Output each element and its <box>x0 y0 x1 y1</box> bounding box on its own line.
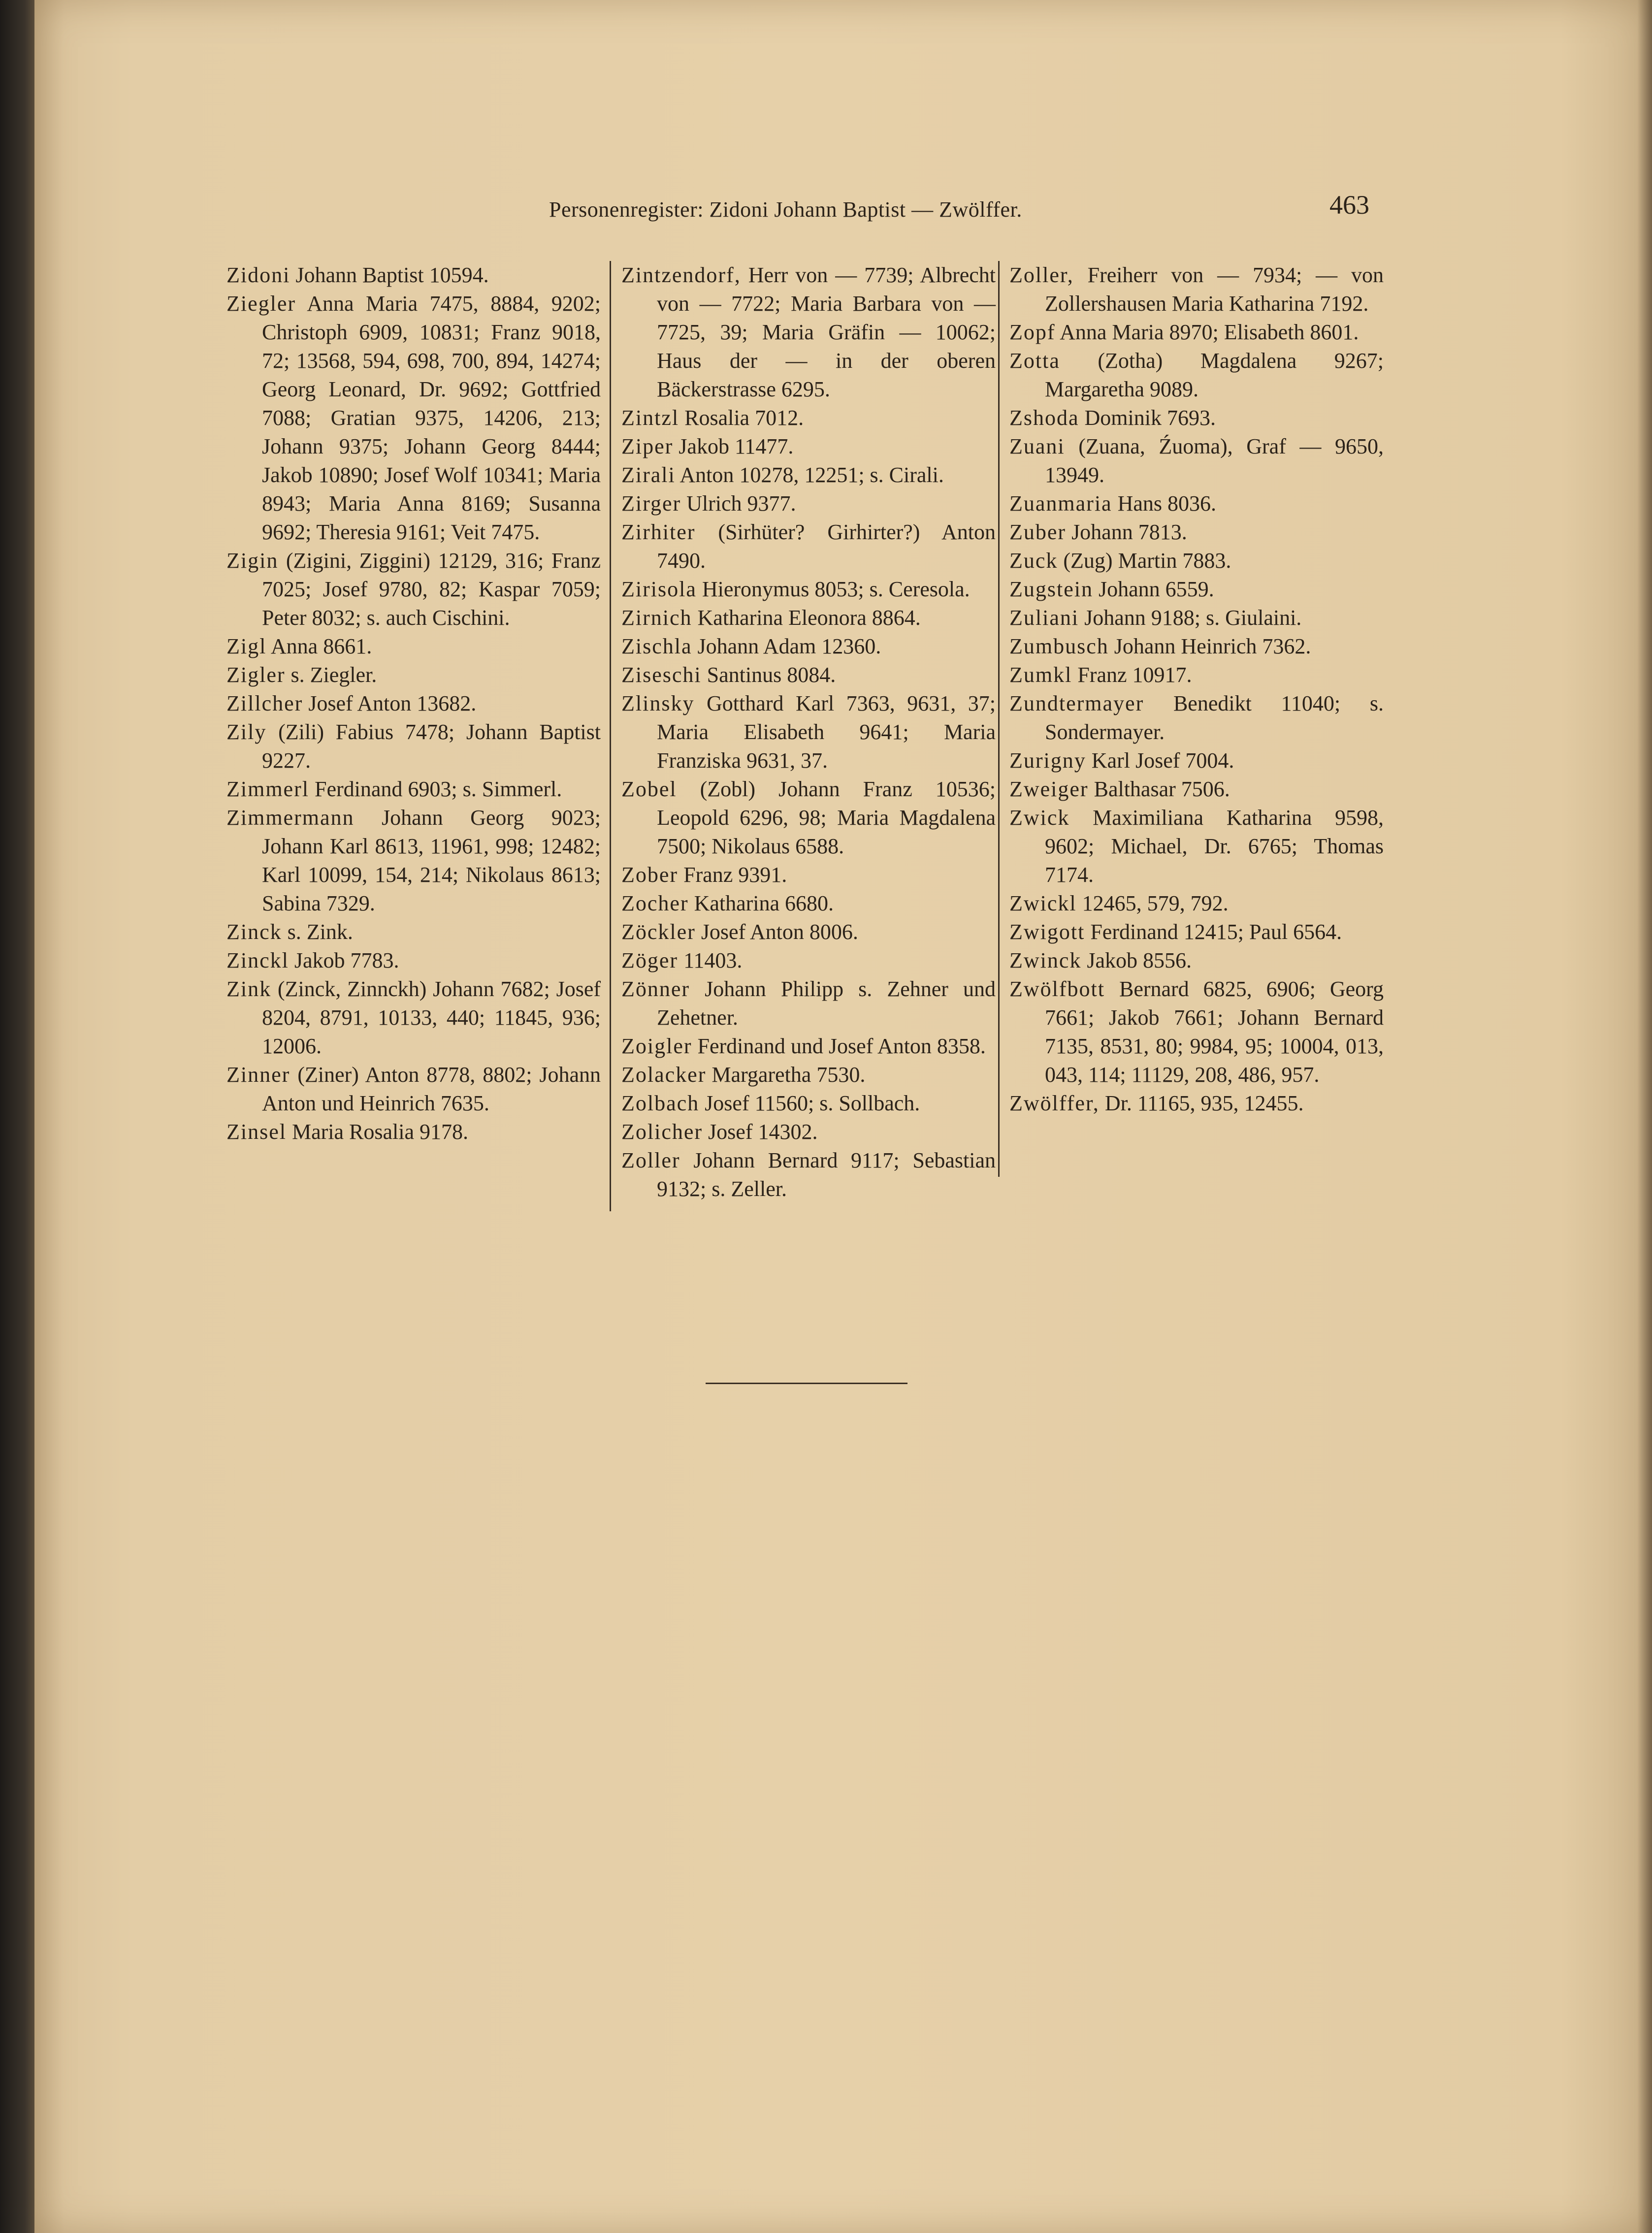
entry-text: Johann 7813. <box>1071 520 1187 544</box>
index-entry <box>227 689 601 718</box>
index-entry <box>1009 547 1384 575</box>
index-entry <box>227 718 601 775</box>
page-number: 463 <box>1329 190 1369 220</box>
entry-text: 12465, 579, 792. <box>1082 891 1229 915</box>
entry-headword: Zopf <box>1009 320 1056 344</box>
index-entry <box>227 1118 601 1146</box>
entry-headword: Zillcher <box>227 691 303 715</box>
index-entry <box>227 804 601 918</box>
index-entry <box>621 432 996 461</box>
entry-headword: Zwick <box>1009 806 1070 830</box>
entry-headword: Zirisola <box>621 577 697 601</box>
index-entry <box>227 547 601 632</box>
entry-headword: Zinsel <box>227 1120 287 1144</box>
entry-headword: Zink <box>227 977 272 1001</box>
entry-headword: Zwölffer, <box>1009 1091 1100 1115</box>
index-entry <box>1009 489 1384 518</box>
entry-text: Bernard 6825, 6906; Georg 7661; Jakob 7661; Johann Bernard 7135, 8531, 80; 9984, 95; 10004, 013, 043, 114; 11129, 208, 486, 957. <box>1045 977 1384 1087</box>
entry-headword: Zily <box>227 720 267 744</box>
entry-headword: Zuanmaria <box>1009 491 1112 516</box>
entry-headword: Zuck <box>1009 549 1058 573</box>
column-divider-1 <box>610 261 611 1211</box>
index-entry <box>1009 746 1384 775</box>
entry-headword: Zimmerl <box>227 777 309 801</box>
index-entry <box>227 632 601 661</box>
entry-headword: Zwigott <box>1009 920 1085 944</box>
index-entry <box>621 946 996 975</box>
entry-text: Dominik 7693. <box>1084 406 1216 430</box>
entry-headword: Zirger <box>621 491 681 516</box>
index-entry <box>1009 1089 1384 1118</box>
entry-headword: Zolacker <box>621 1063 707 1087</box>
entry-headword: Zolicher <box>621 1120 703 1144</box>
index-entry <box>621 518 996 575</box>
entry-headword: Zshoda <box>1009 406 1079 430</box>
index-entry <box>227 946 601 975</box>
entry-text: Anna 8661. <box>270 634 372 658</box>
entry-text: Ferdinand 12415; Paul 6564. <box>1090 920 1342 944</box>
entry-headword: Zobel <box>621 777 677 801</box>
entry-headword: Zugstein <box>1009 577 1093 601</box>
entry-text: Jakob 8556. <box>1087 948 1192 972</box>
entry-headword: Zischla <box>621 634 692 658</box>
entry-text: (Zuana, Źuoma), Graf — 9650, 13949. <box>1045 434 1384 487</box>
entry-headword: Zidoni <box>227 263 291 287</box>
entry-headword: Zinckl <box>227 948 289 972</box>
index-entry <box>621 689 996 775</box>
entry-headword: Zinck <box>227 920 282 944</box>
entry-text: s. Zink. <box>287 920 353 944</box>
entry-text: Margaretha 7530. <box>712 1063 866 1087</box>
index-entry <box>621 632 996 661</box>
entry-text: Franz 9391. <box>683 863 787 887</box>
entry-text: Franz 10917. <box>1077 663 1192 687</box>
entry-headword: Zotta <box>1009 349 1060 373</box>
entry-text: Hans 8036. <box>1117 491 1217 516</box>
entry-text: Johann Heinrich 7362. <box>1114 634 1311 658</box>
index-entry <box>1009 518 1384 547</box>
entry-text: Maria Rosalia 9178. <box>292 1120 469 1144</box>
index-entry <box>621 461 996 489</box>
entry-text: Josef Anton 13682. <box>308 691 477 715</box>
index-entry <box>227 661 601 689</box>
entry-headword: Zwickl <box>1009 891 1077 915</box>
entry-text: Anna Maria 8970; Elisabeth 8601. <box>1060 320 1359 344</box>
index-entry <box>621 1032 996 1061</box>
index-entry <box>227 775 601 804</box>
entry-headword: Zoller, <box>1009 263 1074 287</box>
index-entry <box>621 489 996 518</box>
index-entry <box>1009 347 1384 404</box>
entry-text: Johann Georg 9023; Johann Karl 8613, 11961, 998; 12482; Karl 10099, 154, 214; Nikolaus 8613; Sabina 7329. <box>262 806 601 915</box>
index-entry <box>621 575 996 604</box>
entry-text: Anton 10278, 12251; s. Cirali. <box>680 463 944 487</box>
index-column-3 <box>1009 261 1384 1118</box>
index-entry <box>227 918 601 946</box>
entry-text: Gotthard Karl 7363, 9631, 37; Maria Elisabeth 9641; Maria Franziska 9631, 37. <box>657 691 996 773</box>
entry-text: (Zotha) Magdalena 9267; Margaretha 9089. <box>1045 349 1384 401</box>
index-entry <box>1009 318 1384 347</box>
index-entry <box>621 975 996 1032</box>
entry-headword: Zwölfbott <box>1009 977 1105 1001</box>
entry-headword: Ziseschi <box>621 663 702 687</box>
entry-text: Balthasar 7506. <box>1094 777 1230 801</box>
entry-headword: Zuani <box>1009 434 1065 458</box>
index-entry <box>621 918 996 946</box>
entry-text: 11403. <box>683 948 743 972</box>
entry-headword: Zumbusch <box>1009 634 1109 658</box>
index-entry <box>1009 261 1384 318</box>
entry-headword: Zirali <box>621 463 676 487</box>
index-entry <box>621 889 996 918</box>
entry-headword: Zöger <box>621 948 679 972</box>
entry-text: Freiherr von — 7934; — von Zollershausen Maria Katharina 7192. <box>1045 263 1384 316</box>
entry-text: Johann Bernard 9117; Sebastian 9132; s. Zeller. <box>657 1148 996 1201</box>
entry-headword: Zinner <box>227 1063 291 1087</box>
entry-text: Johann Philipp s. Zehner und Zehetner. <box>657 977 996 1030</box>
index-entry <box>621 261 996 404</box>
entry-headword: Zober <box>621 863 679 887</box>
entry-headword: Zintzendorf, <box>621 263 741 287</box>
entry-headword: Zwinck <box>1009 948 1082 972</box>
entry-text: Ulrich 9377. <box>686 491 796 516</box>
index-column-2 <box>621 261 996 1203</box>
entry-text: (Zobl) Johann Franz 10536; Leopold 6296, 98; Maria Magdalena 7500; Nikolaus 6588. <box>657 777 996 858</box>
entry-headword: Zurigny <box>1009 748 1086 773</box>
entry-text: Dr. 11165, 935, 12455. <box>1104 1091 1304 1115</box>
book-spine <box>0 0 34 2233</box>
index-entry <box>1009 404 1384 432</box>
entry-text: Johann Adam 12360. <box>697 634 881 658</box>
entry-headword: Zolbach <box>621 1091 700 1115</box>
index-entry <box>1009 975 1384 1089</box>
entry-text: (Zigini, Ziggini) 12129, 316; Franz 7025; Josef 9780, 82; Kaspar 7059; Peter 8032; s. auch Cischini. <box>262 549 601 630</box>
index-entry <box>1009 889 1384 918</box>
entry-text: Johann 6559. <box>1098 577 1214 601</box>
entry-headword: Zimmermann <box>227 806 355 830</box>
index-entry <box>1009 632 1384 661</box>
entry-text: Jakob 11477. <box>679 434 794 458</box>
entry-headword: Zoller <box>621 1148 680 1172</box>
index-entry <box>227 290 601 547</box>
entry-text: Karl Josef 7004. <box>1091 748 1234 773</box>
index-entry <box>621 1146 996 1203</box>
index-entry <box>1009 775 1384 804</box>
entry-text: Herr von — 7739; Albrecht von — 7722; Maria Barbara von — 7725, 39; Maria Gräfin — 10062; Haus der — in der oberen Bäckerstrasse 6295. <box>657 263 996 401</box>
entry-text: Johann Baptist 10594. <box>295 263 489 287</box>
index-column-1 <box>227 261 601 1146</box>
entry-text: Johann 9188; s. Giulaini. <box>1084 606 1302 630</box>
entry-headword: Zirhiter <box>621 520 696 544</box>
column-divider-2 <box>998 261 1000 1177</box>
entry-headword: Zundtermayer <box>1009 691 1144 715</box>
index-entry <box>621 861 996 889</box>
index-entry <box>1009 661 1384 689</box>
entry-text: (Ziner) Anton 8778, 8802; Johann Anton und Heinrich 7635. <box>262 1063 601 1115</box>
index-entry <box>1009 804 1384 889</box>
index-entry <box>1009 575 1384 604</box>
entry-text: Rosalia 7012. <box>684 406 804 430</box>
entry-headword: Ziegler <box>227 291 296 316</box>
entry-headword: Zigler <box>227 663 286 687</box>
entry-headword: Zumkl <box>1009 663 1072 687</box>
entry-text: Josef 11560; s. Sollbach. <box>705 1091 920 1115</box>
index-entry <box>621 604 996 632</box>
entry-headword: Ziper <box>621 434 674 458</box>
entry-text: Josef 14302. <box>708 1120 818 1144</box>
page-edge-shadow <box>1637 0 1652 2233</box>
entry-text: (Sirhüter? Girhirter?) Anton 7490. <box>657 520 996 573</box>
entry-headword: Zuliani <box>1009 606 1079 630</box>
entry-headword: Zirnich <box>621 606 692 630</box>
running-header: Personenregister: Zidoni Johann Baptist — Zwölffer. <box>549 197 1022 222</box>
entry-headword: Zoigler <box>621 1034 692 1058</box>
index-entry <box>621 661 996 689</box>
index-entry <box>621 1061 996 1089</box>
index-entry <box>621 404 996 432</box>
entry-text: Katharina Eleonora 8864. <box>697 606 921 630</box>
index-entry <box>1009 432 1384 489</box>
entry-text: Maximiliana Katharina 9598, 9602; Michael, Dr. 6765; Thomas 7174. <box>1045 806 1384 887</box>
entry-headword: Zöckler <box>621 920 696 944</box>
index-entry <box>621 1118 996 1146</box>
index-entry <box>1009 689 1384 746</box>
entry-headword: Zuber <box>1009 520 1067 544</box>
index-entry <box>621 775 996 861</box>
entry-text: Santinus 8084. <box>707 663 836 687</box>
entry-text: s. Ziegler. <box>291 663 377 687</box>
entry-text: Anna Maria 7475, 8884, 9202; Christoph 6909, 10831; Franz 9018, 72; 13568, 594, 698, 700, 894, 14274; Georg Leonard, Dr. 9692; Gottfried 7088; Gratian 9375, 14206, 213; Johann 9375; Johann Georg 8444; Jakob 10890; Josef Wolf 10341; Maria 8943; Maria Anna 8169; Susanna 9692; Theresia 9161; Veit 7475. <box>262 291 601 544</box>
entry-text: (Zinck, Zinnckh) Johann 7682; Josef 8204, 8791, 10133, 440; 11845, 936; 12006. <box>262 977 601 1058</box>
index-entry <box>227 1061 601 1118</box>
entry-headword: Zocher <box>621 891 689 915</box>
entry-text: Katharina 6680. <box>694 891 834 915</box>
end-rule <box>706 1383 907 1384</box>
entry-text: Hieronymus 8053; s. Ceresola. <box>702 577 970 601</box>
entry-text: Benedikt 11040; s. Sondermayer. <box>1045 691 1384 744</box>
index-entry <box>1009 604 1384 632</box>
entry-text: (Zug) Martin 7883. <box>1063 549 1231 573</box>
index-entry <box>227 975 601 1061</box>
index-entry <box>227 261 601 290</box>
entry-headword: Zönner <box>621 977 690 1001</box>
entry-headword: Zintzl <box>621 406 680 430</box>
entry-headword: Zigl <box>227 634 267 658</box>
entry-headword: Zlinsky <box>621 691 695 715</box>
entry-headword: Zweiger <box>1009 777 1089 801</box>
index-entry <box>621 1089 996 1118</box>
entry-text: (Zili) Fabius 7478; Johann Baptist 9227. <box>262 720 601 773</box>
index-entry <box>1009 946 1384 975</box>
index-entry <box>1009 918 1384 946</box>
entry-text: Ferdinand 6903; s. Simmerl. <box>314 777 562 801</box>
entry-text: Ferdinand und Josef Anton 8358. <box>697 1034 986 1058</box>
entry-headword: Zigin <box>227 549 279 573</box>
entry-text: Josef Anton 8006. <box>701 920 858 944</box>
entry-text: Jakob 7783. <box>294 948 399 972</box>
